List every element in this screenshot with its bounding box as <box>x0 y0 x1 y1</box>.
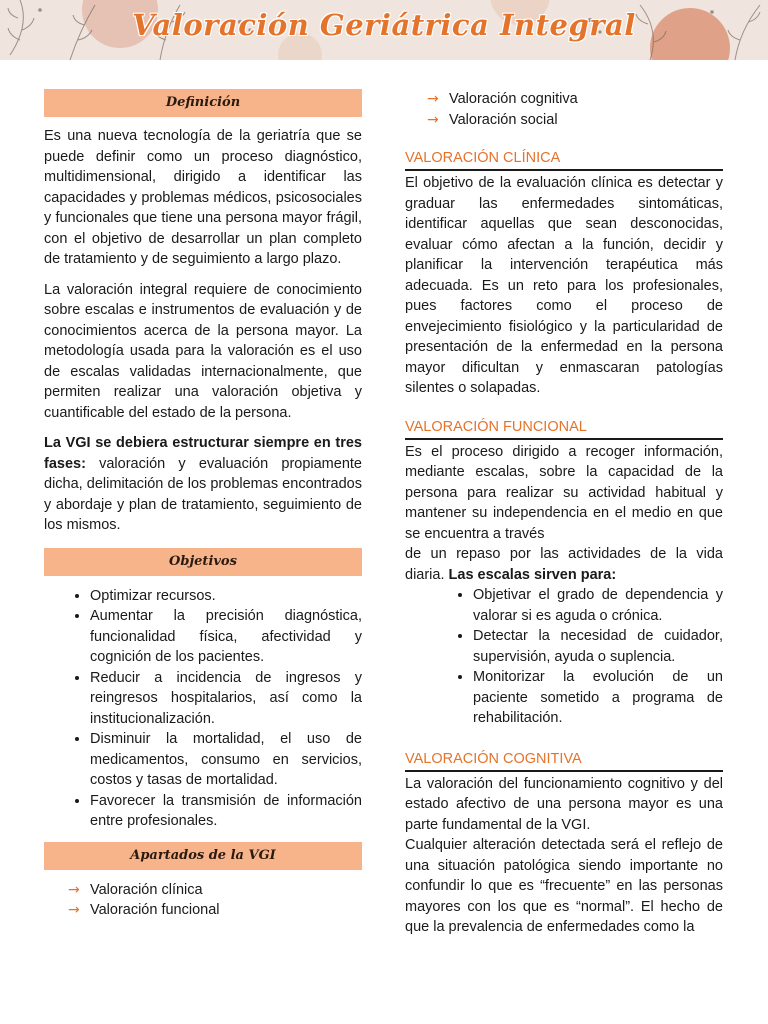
fases-rest-text: valoración y evaluación propiamente dicha, delimitación de los problemas encontrados y abordaje y plan de tratamiento, seguimiento de los mismos. <box>44 455 362 533</box>
page-title: Valoración Geriátrica Integral <box>132 8 636 42</box>
clinica-heading: VALORACIÓN CLÍNICA <box>405 150 723 171</box>
list-item-label: Valoración funcional <box>90 902 220 918</box>
cognitiva-text-1: La valoración del funcionamiento cognitivo y del estado afectivo de una persona mayor es una parte fundamental de la VGI. <box>405 775 723 833</box>
apartados-heading: Apartados de la VGI <box>44 842 362 870</box>
definicion-paragraph-2: La valoración integral requiere de conocimiento sobre escalas e instrumentos de evaluación y de conocimientos acerca de la persona mayor. La metodología usada para la valoración es el uso de escalas validadas internacionalmente, que permiten realizar una valoración objetiva y cuantificable del estado de la persona. <box>44 281 362 421</box>
header-banner <box>0 0 768 60</box>
list-item: • Reducir a incidencia de ingresos y reingresos hospitalarios, así como la institucionalización. <box>90 668 362 730</box>
right-column <box>405 89 723 938</box>
arrow-right-icon: → <box>68 902 80 918</box>
funcional-heading: VALORACIÓN FUNCIONAL <box>405 419 723 440</box>
objetivos-list <box>44 586 362 832</box>
list-item: • Optimizar recursos. <box>90 586 362 607</box>
list-item: • Monitorizar la evolución de un paciente sometido a programa de rehabilitación. <box>473 667 723 729</box>
arrow-right-icon: → <box>68 881 80 898</box>
list-item-label: Valoración cognitiva <box>449 91 578 107</box>
list-item-label: Valoración clínica <box>90 881 203 898</box>
objetivos-heading: Objetivos <box>44 548 362 576</box>
list-item: • Objetivar el grado de dependencia y valorar si es aguda o crónica. <box>473 585 723 626</box>
fases-bold-text: La VGI se debiera estructurar siempre en tres fases: <box>44 435 362 472</box>
list-item: • Detectar la necesidad de cuidador, supervisión, ayuda o suplencia. <box>473 626 723 667</box>
list-item: • Favorecer la transmisión de información entre profesionales. <box>90 791 362 832</box>
definicion-paragraph-3 <box>44 433 362 536</box>
apartados-list-left <box>44 880 362 921</box>
arrow-right-icon: → <box>427 111 439 128</box>
funcional-text-1: Es el proceso dirigido a recoger información, mediante escalas, sobre la capacidad de la persona para realizar su actividad habitual y mantener su independencia en el medio en que se encuentra a través <box>405 443 723 542</box>
definicion-heading: Definición <box>44 89 362 117</box>
escalas-bold-text: Las escalas sirven para: <box>448 566 617 583</box>
list-item: • Aumentar la precisión diagnóstica, funcionalidad física, afectividad y cognición de los pacientes. <box>90 606 362 668</box>
apartados-list-right <box>405 89 723 130</box>
list-item <box>427 110 723 131</box>
definicion-paragraph-1: Es una nueva tecnología de la geriatría que se puede definir como un proceso diagnóstico, multidimensional, dirigido a identificar las capacidades y problemas médicos, psicosociales y funcionales que tiene una persona mayor frágil, con el objetivo de desarrollar un plan completo de tratamiento y de seguimiento a largo plazo. <box>44 128 362 267</box>
left-column <box>44 89 362 921</box>
list-item <box>68 880 362 901</box>
list-item: • Disminuir la mortalidad, el uso de medicamentos, consumo en servicios, costos y tasas de mortalidad. <box>90 729 362 791</box>
list-item <box>68 900 362 921</box>
funcional-text-2-plain: de un repaso por las actividades de la vida diaria. <box>405 546 723 583</box>
escalas-list <box>405 585 723 729</box>
funcional-text-2 <box>405 544 723 585</box>
cognitiva-heading: VALORACIÓN COGNITIVA <box>405 751 723 772</box>
arrow-right-icon: → <box>427 91 439 107</box>
clinica-text: El objetivo de la evaluación clínica es detectar y graduar las enfermedades sintomáticas, identificar aquellas que sean desconocidas, evaluar cómo afectan a la función, decidir y planificar la intervención terapéutica más adecuada. Es un reto para los profesionales, pues factores como el proceso de envejecimiento fisiológico y la particularidad de presentación de la enfermedad en la persona mayor dificultan y enmascaran patologías silentes o solapadas. <box>405 175 723 396</box>
list-item <box>427 89 723 110</box>
list-item-label: Valoración social <box>449 111 558 128</box>
cognitiva-text-2: Cualquier alteración detectada será el reflejo de una situación patológica siendo importante no confundir lo que es “frecuente” en las personas mayores con los que es “normal”. El hecho de que la prevalencia de enfermedades como la <box>405 837 723 935</box>
